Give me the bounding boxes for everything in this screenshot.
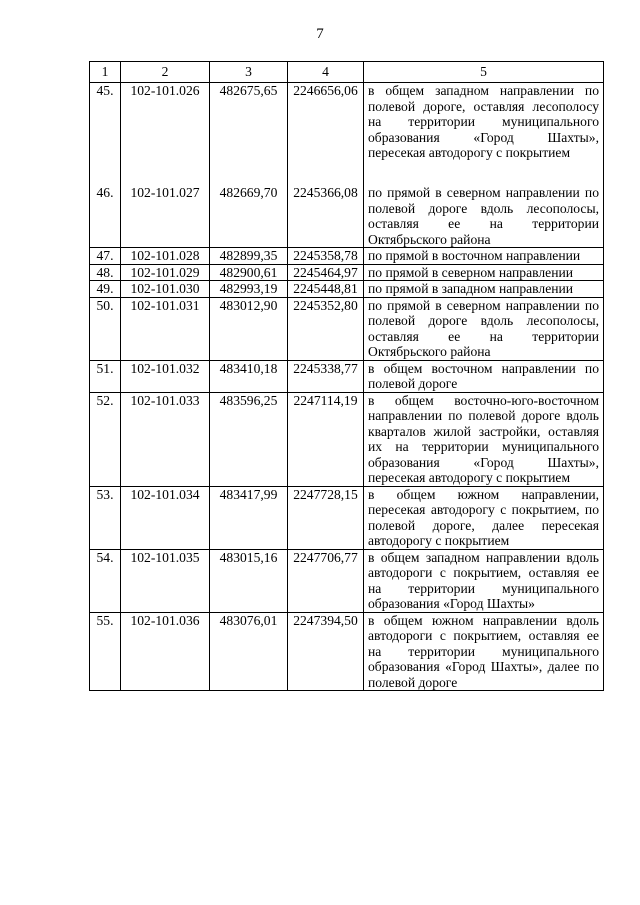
point-code: 102-101.026: [121, 83, 210, 186]
table-row: [90, 264, 604, 281]
coordinate-y: 2247394,50: [288, 612, 364, 691]
boundary-description: по прямой в восточном направлении: [364, 248, 604, 265]
coordinate-y: 2245338,77: [288, 360, 364, 392]
point-code: 102-101.028: [121, 248, 210, 265]
row-number: 48.: [90, 264, 121, 281]
coordinate-x: 482675,65: [210, 83, 288, 186]
header-col-2: 2: [121, 62, 210, 83]
row-number: 47.: [90, 248, 121, 265]
coordinate-x: 483596,25: [210, 392, 288, 486]
point-code: 102-101.034: [121, 486, 210, 549]
point-code: 102-101.027: [121, 185, 210, 248]
boundary-description: в общем западном направлении по полевой дороге, оставляя лесополосу на территории муниципального образования «Город Шахты», пересекая автодорогу с покрытием: [364, 83, 604, 186]
row-number: 45.: [90, 83, 121, 186]
boundary-description: по прямой в северном направлении по полевой дороге вдоль лесополосы, оставляя ее на территории Октябрьского района: [364, 297, 604, 360]
header-col-4: 4: [288, 62, 364, 83]
boundary-description: в общем восточно-юго-восточном направлении по полевой дороге вдоль кварталов жилой застройки, оставляя их на территории муниципального образования «Город Шахты», пересекая автодорогу с покрытием: [364, 392, 604, 486]
point-code: 102-101.035: [121, 549, 210, 612]
coordinate-y: 2247728,15: [288, 486, 364, 549]
point-code: 102-101.032: [121, 360, 210, 392]
coordinate-x: 483410,18: [210, 360, 288, 392]
table-row: [90, 281, 604, 298]
row-number: 53.: [90, 486, 121, 549]
coordinate-x: 483076,01: [210, 612, 288, 691]
coordinate-y: 2245358,78: [288, 248, 364, 265]
boundary-description: по прямой в западном направлении: [364, 281, 604, 298]
row-number: 49.: [90, 281, 121, 298]
point-code: 102-101.030: [121, 281, 210, 298]
table-row: [90, 360, 604, 392]
point-code: 102-101.031: [121, 297, 210, 360]
coordinate-x: 483417,99: [210, 486, 288, 549]
boundary-description: в общем восточном направлении по полевой дороге: [364, 360, 604, 392]
header-col-3: 3: [210, 62, 288, 83]
table-row: [90, 297, 604, 360]
point-code: 102-101.036: [121, 612, 210, 691]
row-number: 52.: [90, 392, 121, 486]
point-code: 102-101.029: [121, 264, 210, 281]
header-col-5: 5: [364, 62, 604, 83]
coordinate-x: 482900,61: [210, 264, 288, 281]
table-row: [90, 185, 604, 248]
boundary-description: в общем южном направлении, пересекая автодорогу с покрытием, по полевой дороге, далее пересекая автодорогу с покрытием: [364, 486, 604, 549]
table-row: [90, 248, 604, 265]
coordinate-x: 482993,19: [210, 281, 288, 298]
row-number: 51.: [90, 360, 121, 392]
table-row: [90, 612, 604, 691]
row-number: 50.: [90, 297, 121, 360]
coordinate-x: 482899,35: [210, 248, 288, 265]
table-header-row: [90, 62, 604, 83]
boundary-points-table: [89, 61, 604, 691]
boundary-description: в общем западном направлении вдоль автодороги с покрытием, оставляя ее на территории муниципального образования «Город Шахты»: [364, 549, 604, 612]
header-col-1: 1: [90, 62, 121, 83]
boundary-description: по прямой в северном направлении по полевой дороге вдоль лесополосы, оставляя ее на территории Октябрьского района: [364, 185, 604, 248]
row-number: 54.: [90, 549, 121, 612]
table-row: [90, 392, 604, 486]
table-row: [90, 486, 604, 549]
coordinate-x: 483012,90: [210, 297, 288, 360]
page-number: 7: [316, 26, 324, 42]
coordinate-y: 2247114,19: [288, 392, 364, 486]
coordinate-y: 2245464,97: [288, 264, 364, 281]
point-code: 102-101.033: [121, 392, 210, 486]
coordinate-x: 482669,70: [210, 185, 288, 248]
table-row: [90, 549, 604, 612]
coordinate-y: 2245366,08: [288, 185, 364, 248]
coordinate-x: 483015,16: [210, 549, 288, 612]
boundary-description: в общем южном направлении вдоль автодороги с покрытием, оставляя ее на территории муниципального образования «Город Шахты», далее по полевой дороге: [364, 612, 604, 691]
coordinate-y: 2246656,06: [288, 83, 364, 186]
row-number: 46.: [90, 185, 121, 248]
coordinate-y: 2247706,77: [288, 549, 364, 612]
row-number: 55.: [90, 612, 121, 691]
coordinate-y: 2245448,81: [288, 281, 364, 298]
boundary-description: по прямой в северном направлении: [364, 264, 604, 281]
table-row: [90, 83, 604, 186]
coordinate-y: 2245352,80: [288, 297, 364, 360]
